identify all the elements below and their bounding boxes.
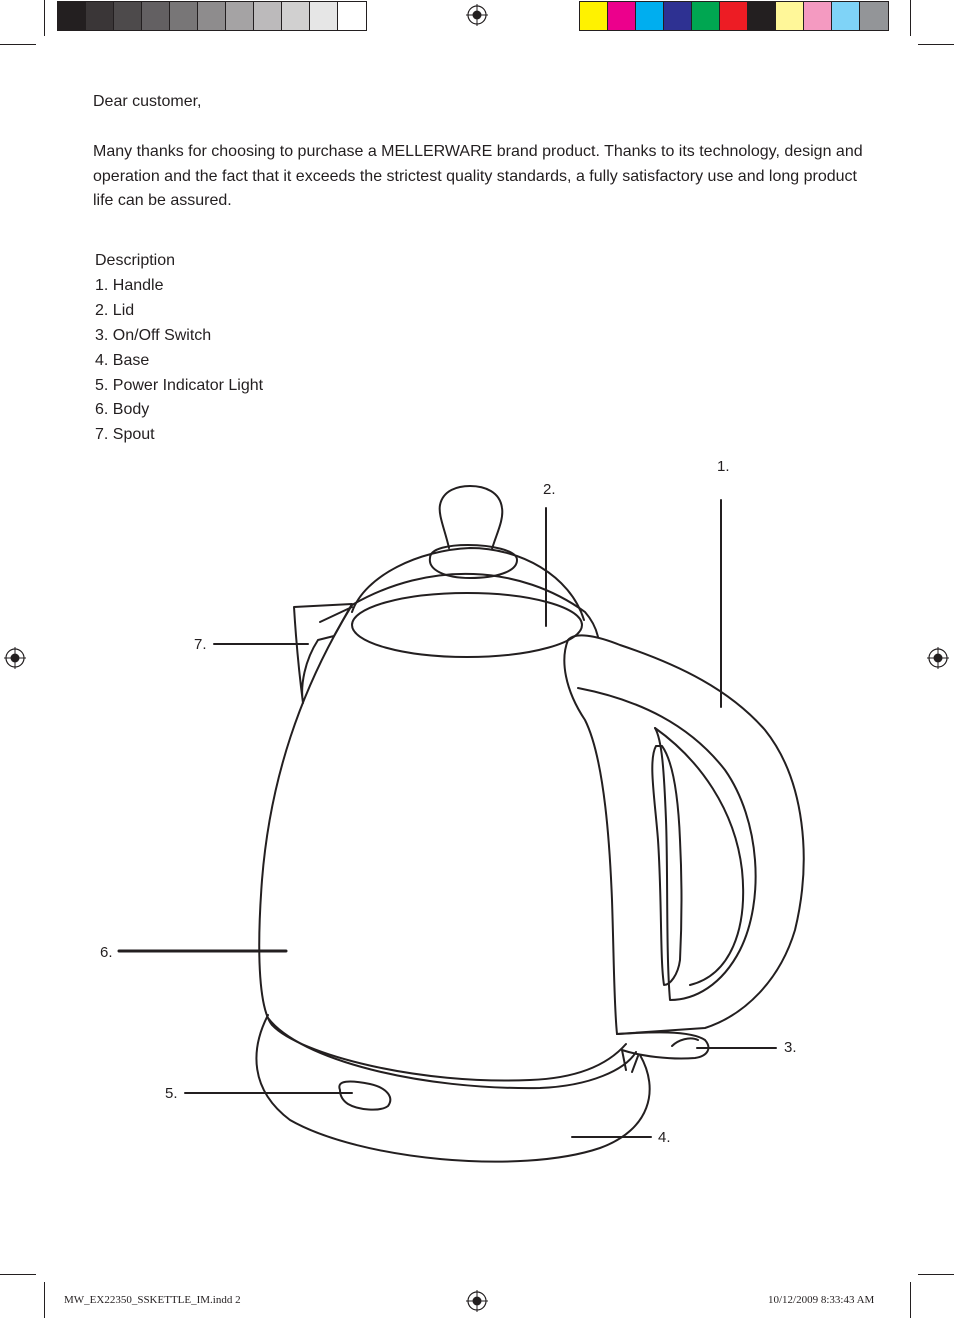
body-outline <box>259 605 626 1081</box>
color-swatch <box>832 2 860 30</box>
label-handle: 1. <box>717 458 730 475</box>
crop-mark <box>910 0 911 36</box>
color-swatch <box>114 2 142 30</box>
label-base: 4. <box>658 1129 671 1146</box>
color-swatch <box>860 2 888 30</box>
description-item-spout: 7. Spout <box>95 426 155 444</box>
lid-outline <box>352 593 582 657</box>
knob-outline <box>440 486 503 549</box>
crop-mark <box>0 1274 36 1275</box>
color-swatch <box>170 2 198 30</box>
lid-dome <box>352 548 584 620</box>
registration-mark-icon <box>466 4 488 26</box>
color-swatch <box>720 2 748 30</box>
color-swatch <box>664 2 692 30</box>
crop-mark <box>0 44 36 45</box>
registration-mark-icon <box>466 1290 488 1312</box>
description-item-handle: 1. Handle <box>95 276 164 294</box>
color-swatch <box>198 2 226 30</box>
crop-mark <box>918 1274 954 1275</box>
footer-timestamp: 10/12/2009 8:33:43 AM <box>768 1294 875 1306</box>
greeting: Dear customer, <box>93 93 202 110</box>
label-light: 5. <box>165 1085 178 1102</box>
description-item-lid: 2. Lid <box>95 301 135 319</box>
switch-detail <box>672 1038 698 1046</box>
crop-mark <box>910 1282 911 1318</box>
label-spout: 7. <box>194 636 207 653</box>
process-color-bar <box>579 1 889 31</box>
color-swatch <box>580 2 608 30</box>
grayscale-color-bar <box>57 1 367 31</box>
description-heading: Description <box>95 252 176 269</box>
color-swatch <box>804 2 832 30</box>
color-swatch <box>776 2 804 30</box>
crop-mark <box>44 1282 45 1318</box>
label-body: 6. <box>100 944 113 961</box>
handle-outer <box>568 635 804 1034</box>
color-swatch <box>338 2 366 30</box>
handle-front <box>564 640 617 1034</box>
color-swatch <box>692 2 720 30</box>
color-swatch <box>636 2 664 30</box>
spout-outline <box>294 604 352 703</box>
color-swatch <box>86 2 114 30</box>
description-list <box>95 249 263 448</box>
description-item-body: 6. Body <box>95 401 150 419</box>
intro-paragraph: Many thanks for choosing to purchase a MELLERWARE brand product. Thanks to its technology, design and operation and the fact that it exceeds the strictest quality standards, a fully satisfactory use and long product life can be assured. <box>93 143 863 209</box>
color-swatch <box>254 2 282 30</box>
indicator-light <box>339 1082 390 1110</box>
color-swatch <box>608 2 636 30</box>
color-swatch <box>282 2 310 30</box>
label-switch: 3. <box>784 1039 797 1056</box>
description-item-base: 4. Base <box>95 351 150 369</box>
crop-mark <box>44 0 45 36</box>
color-swatch <box>748 2 776 30</box>
footer-filename: MW_EX22350_SSKETTLE_IM.indd 2 <box>64 1294 241 1306</box>
description-item-light: 5. Power Indicator Light <box>95 376 264 394</box>
label-lid: 2. <box>543 481 556 498</box>
color-swatch <box>58 2 86 30</box>
color-swatch <box>142 2 170 30</box>
crop-mark <box>918 44 954 45</box>
description-item-switch: 3. On/Off Switch <box>95 326 212 344</box>
switch-outline <box>617 1032 708 1058</box>
color-swatch <box>310 2 338 30</box>
color-swatch <box>226 2 254 30</box>
base-outline <box>256 1015 649 1162</box>
kettle-diagram <box>0 450 954 1190</box>
